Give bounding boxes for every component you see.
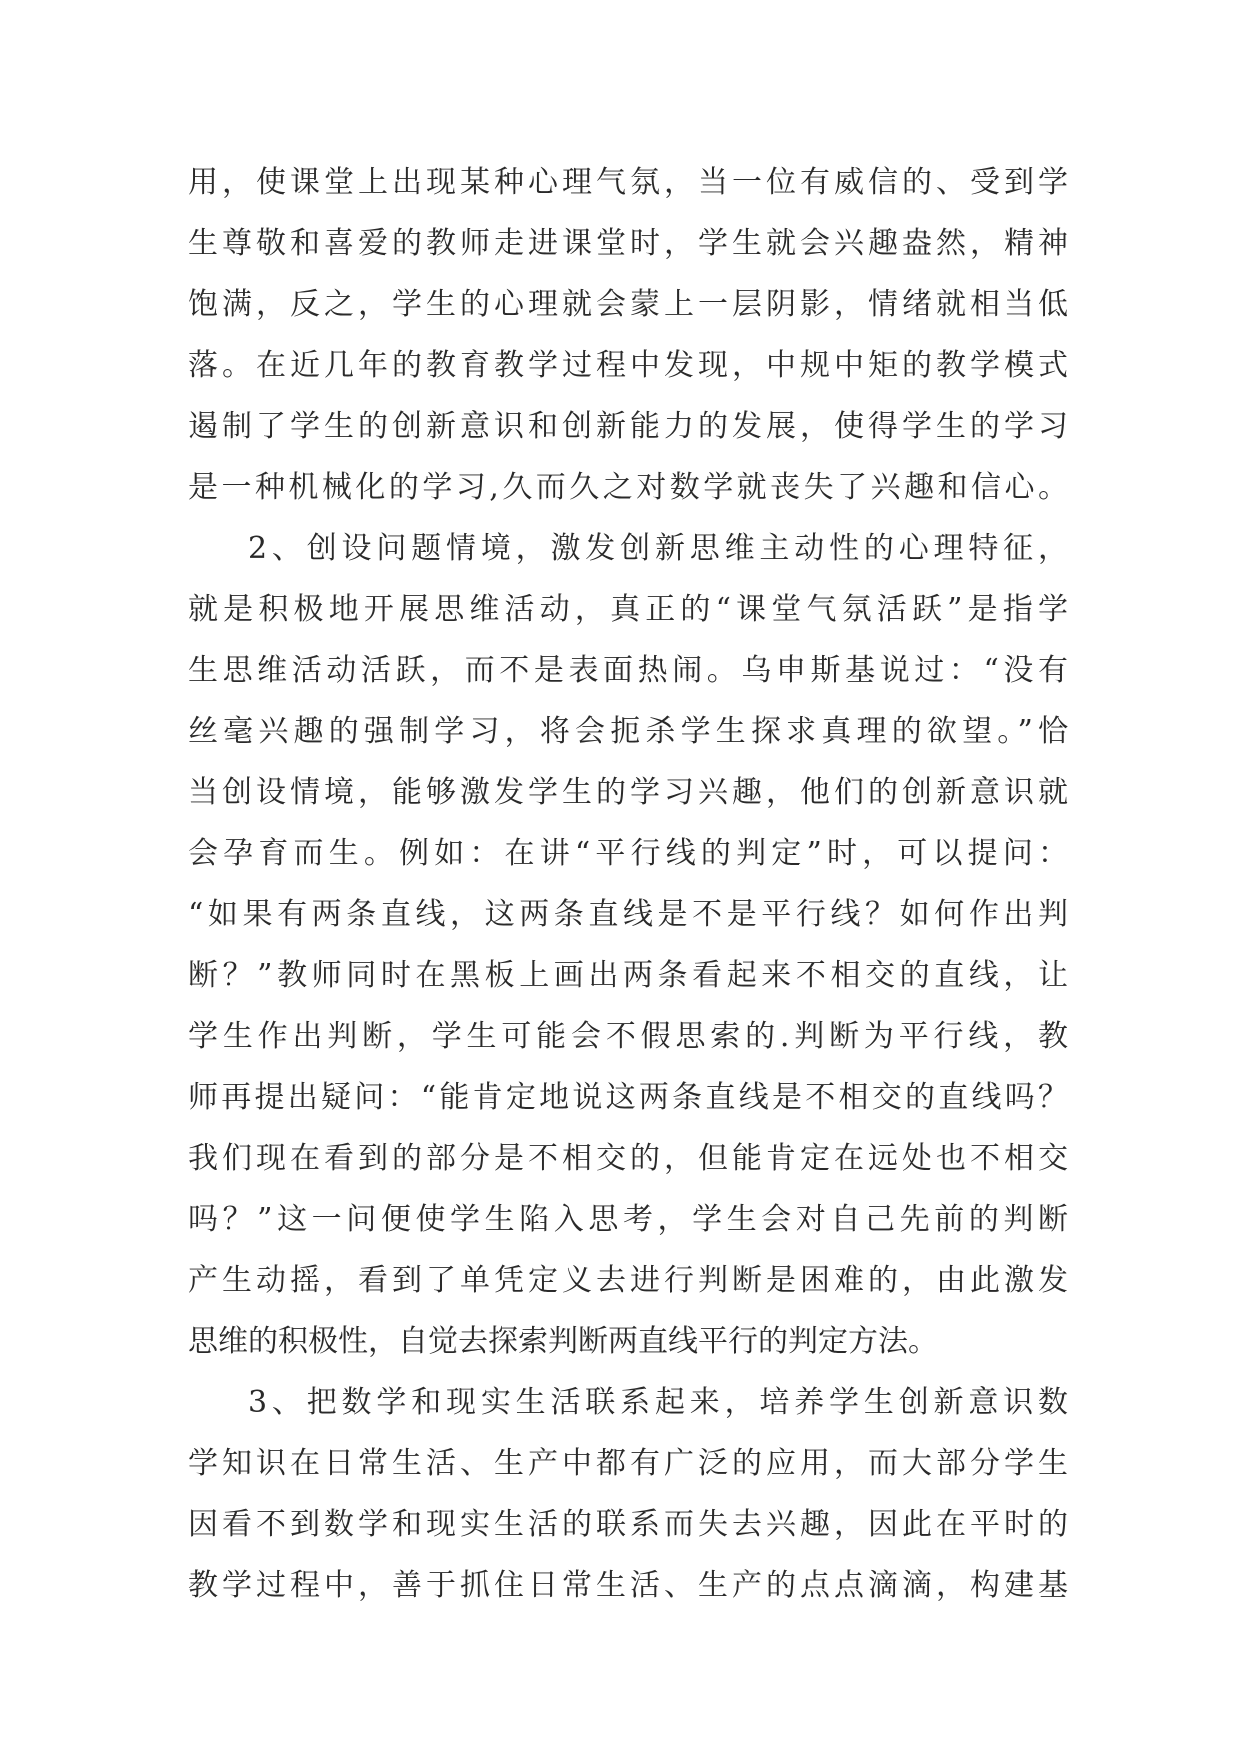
text-line: 遏制了学生的创新意识和创新能力的发展，使得学生的学习 <box>188 409 1068 444</box>
text-line: 因看不到数学和现实生活的联系而失去兴趣，因此在平时的 <box>188 1507 1068 1542</box>
text-line: 思维的积极性，自觉去探索判断两直线平行的判定方法。 <box>188 1324 938 1359</box>
text-line: 学生作出判断，学生可能会不假思索的.判断为平行线，教 <box>188 1019 1068 1054</box>
text-line: 师再提出疑问：“能肯定地说这两条直线是不相交的直线吗？ <box>188 1080 1068 1115</box>
text-line: 学知识在日常生活、生产中都有广泛的应用，而大部分学生 <box>188 1446 1068 1481</box>
text-line: 断？”教师同时在黑板上画出两条看起来不相交的直线，让 <box>188 958 1068 993</box>
text-line: 饱满，反之，学生的心理就会蒙上一层阴影，情绪就相当低 <box>188 287 1068 322</box>
text-line: 2、创设问题情境，激发创新思维主动性的心理特征， <box>248 531 1068 566</box>
paragraph-3 <box>188 1372 1068 1616</box>
text-line: 当创设情境，能够激发学生的学习兴趣，他们的创新意识就 <box>188 775 1068 810</box>
text-line: 用，使课堂上出现某种心理气氛，当一位有威信的、受到学 <box>188 165 1068 200</box>
text-line: 吗？”这一问便使学生陷入思考，学生会对自己先前的判断 <box>188 1202 1068 1237</box>
text-line: 产生动摇，看到了单凭定义去进行判断是困难的，由此激发 <box>188 1263 1068 1298</box>
text-line: 会孕育而生。例如：在讲“平行线的判定”时，可以提问： <box>188 836 1068 871</box>
text-line: 是一种机械化的学习,久而久之对数学就丧失了兴趣和信心。 <box>188 470 1068 505</box>
text-line: “如果有两条直线，这两条直线是不是平行线？如何作出判 <box>188 897 1068 932</box>
paragraph-2 <box>188 518 1068 1372</box>
text-line: 生思维活动活跃，而不是表面热闹。乌申斯基说过：“没有 <box>188 653 1068 688</box>
text-line: 生尊敬和喜爱的教师走进课堂时，学生就会兴趣盎然，精神 <box>188 226 1068 261</box>
text-line: 就是积极地开展思维活动，真正的“课堂气氛活跃”是指学 <box>188 592 1068 627</box>
text-line: 教学过程中，善于抓住日常生活、生产的点点滴滴，构建基 <box>188 1568 1068 1603</box>
paragraph-1 <box>188 152 1068 518</box>
text-line: 落。在近几年的教育教学过程中发现，中规中矩的教学模式 <box>188 348 1068 383</box>
text-line: 3、把数学和现实生活联系起来，培养学生创新意识数 <box>248 1385 1068 1420</box>
text-line: 我们现在看到的部分是不相交的，但能肯定在远处也不相交 <box>188 1141 1068 1176</box>
text-line: 丝毫兴趣的强制学习，将会扼杀学生探求真理的欲望。”恰 <box>188 714 1068 749</box>
document-body <box>188 152 1068 1616</box>
